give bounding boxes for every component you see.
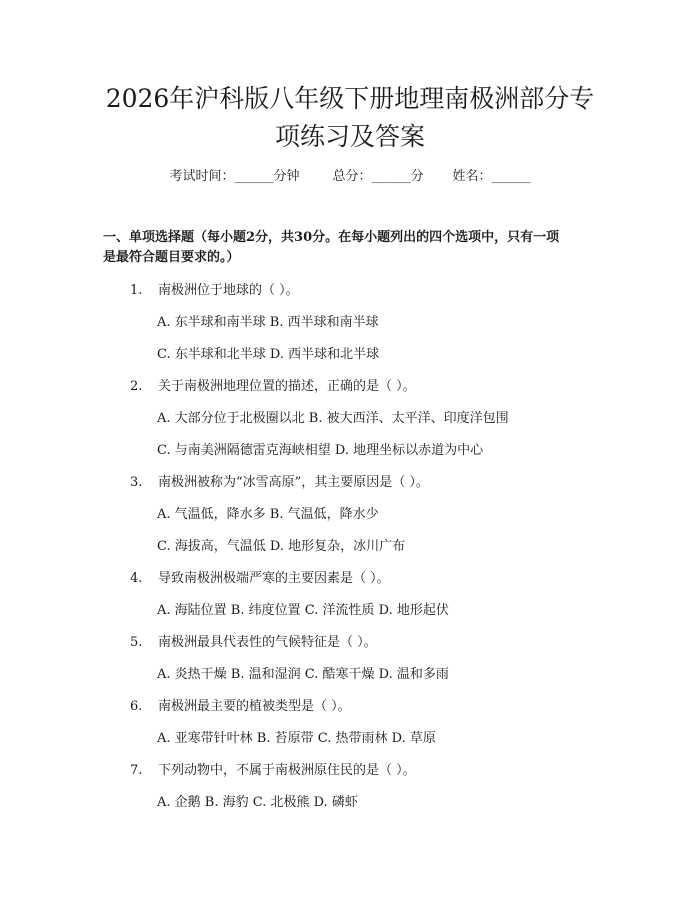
question-4-options-row-1: A. 海陆位置 B. 纬度位置 C. 洋流性质 D. 地形起伏 — [157, 603, 449, 618]
section-1-heading-line-1: 一、单项选择题（每小题2分，共30分。在每小题列出的四个选项中，只有一项 — [103, 230, 560, 245]
question-1 — [130, 282, 610, 300]
section-1-heading-line-2: 是最符合题目要求的。） — [103, 250, 240, 265]
question-6-options-row-1: A. 亚寒带针叶林 B. 苔原带 C. 热带雨林 D. 草原 — [157, 731, 436, 746]
question-stem: 南极洲被称为“冰雪高原”，其主要原因是（ ）。 — [158, 475, 429, 490]
question-stem: 下列动物中，不属于南极洲原住民的是（ ）。 — [158, 763, 416, 778]
question-number: 5. — [130, 635, 143, 650]
question-number: 2. — [130, 379, 143, 394]
total-score-unit: 分 — [410, 169, 424, 184]
document-title — [60, 80, 640, 156]
question-number: 3. — [130, 475, 143, 490]
name-blank: ______ — [491, 169, 531, 184]
question-5-options-row-1: A. 炎热干燥 B. 温和湿润 C. 酷寒干燥 D. 温和多雨 — [157, 667, 449, 682]
title-line-2: 项练习及答案 — [274, 122, 425, 151]
question-2 — [130, 378, 610, 396]
question-1-options-row-1: A. 东半球和南半球 B. 西半球和南半球 — [157, 315, 379, 330]
question-6 — [130, 698, 610, 716]
question-stem: 南极洲位于地球的（ ）。 — [158, 283, 299, 298]
question-number: 7. — [130, 763, 143, 778]
question-3-options-row-2: C. 海拔高，气温低 D. 地形复杂，冰川广布 — [157, 539, 406, 554]
exam-time-unit: 分钟 — [273, 169, 300, 184]
question-number: 4. — [130, 571, 143, 586]
total-score-label: 总分： — [332, 169, 372, 184]
exam-time-label: 考试时间： — [169, 169, 235, 184]
question-7-options-row-1: A. 企鹅 B. 海豹 C. 北极熊 D. 磷虾 — [157, 795, 358, 810]
question-stem: 导致南极洲极端严寒的主要因素是（ ）。 — [158, 571, 390, 586]
question-2-options-row-2: C. 与南美洲隔德雷克海峡相望 D. 地理坐标以赤道为中心 — [157, 443, 484, 458]
question-2-options-row-1: A. 大部分位于北极圈以北 B. 被大西洋、太平洋、印度洋包围 — [157, 411, 509, 426]
question-4 — [130, 570, 610, 588]
section-1-heading — [103, 228, 603, 268]
title-line-1: 2026年沪科版八年级下册地理南极洲部分专 — [105, 84, 595, 113]
question-stem: 南极洲最主要的植被类型是（ ）。 — [158, 699, 351, 714]
question-5 — [130, 634, 610, 652]
exam-time-blank: ______ — [234, 169, 274, 184]
question-7 — [130, 762, 610, 780]
name-label: 姓名： — [452, 169, 492, 184]
question-3-options-row-1: A. 气温低，降水多 B. 气温低，降水少 — [157, 507, 379, 522]
question-1-options-row-2: C. 东半球和北半球 D. 西半球和北半球 — [157, 347, 380, 362]
question-3 — [130, 474, 610, 492]
question-stem: 关于南极洲地理位置的描述，正确的是（ ）。 — [158, 379, 416, 394]
question-number: 1. — [130, 283, 143, 298]
question-stem: 南极洲最具代表性的气候特征是（ ）。 — [158, 635, 377, 650]
exam-info-line — [0, 167, 700, 187]
total-score-blank: ______ — [371, 169, 411, 184]
question-number: 6. — [130, 699, 143, 714]
